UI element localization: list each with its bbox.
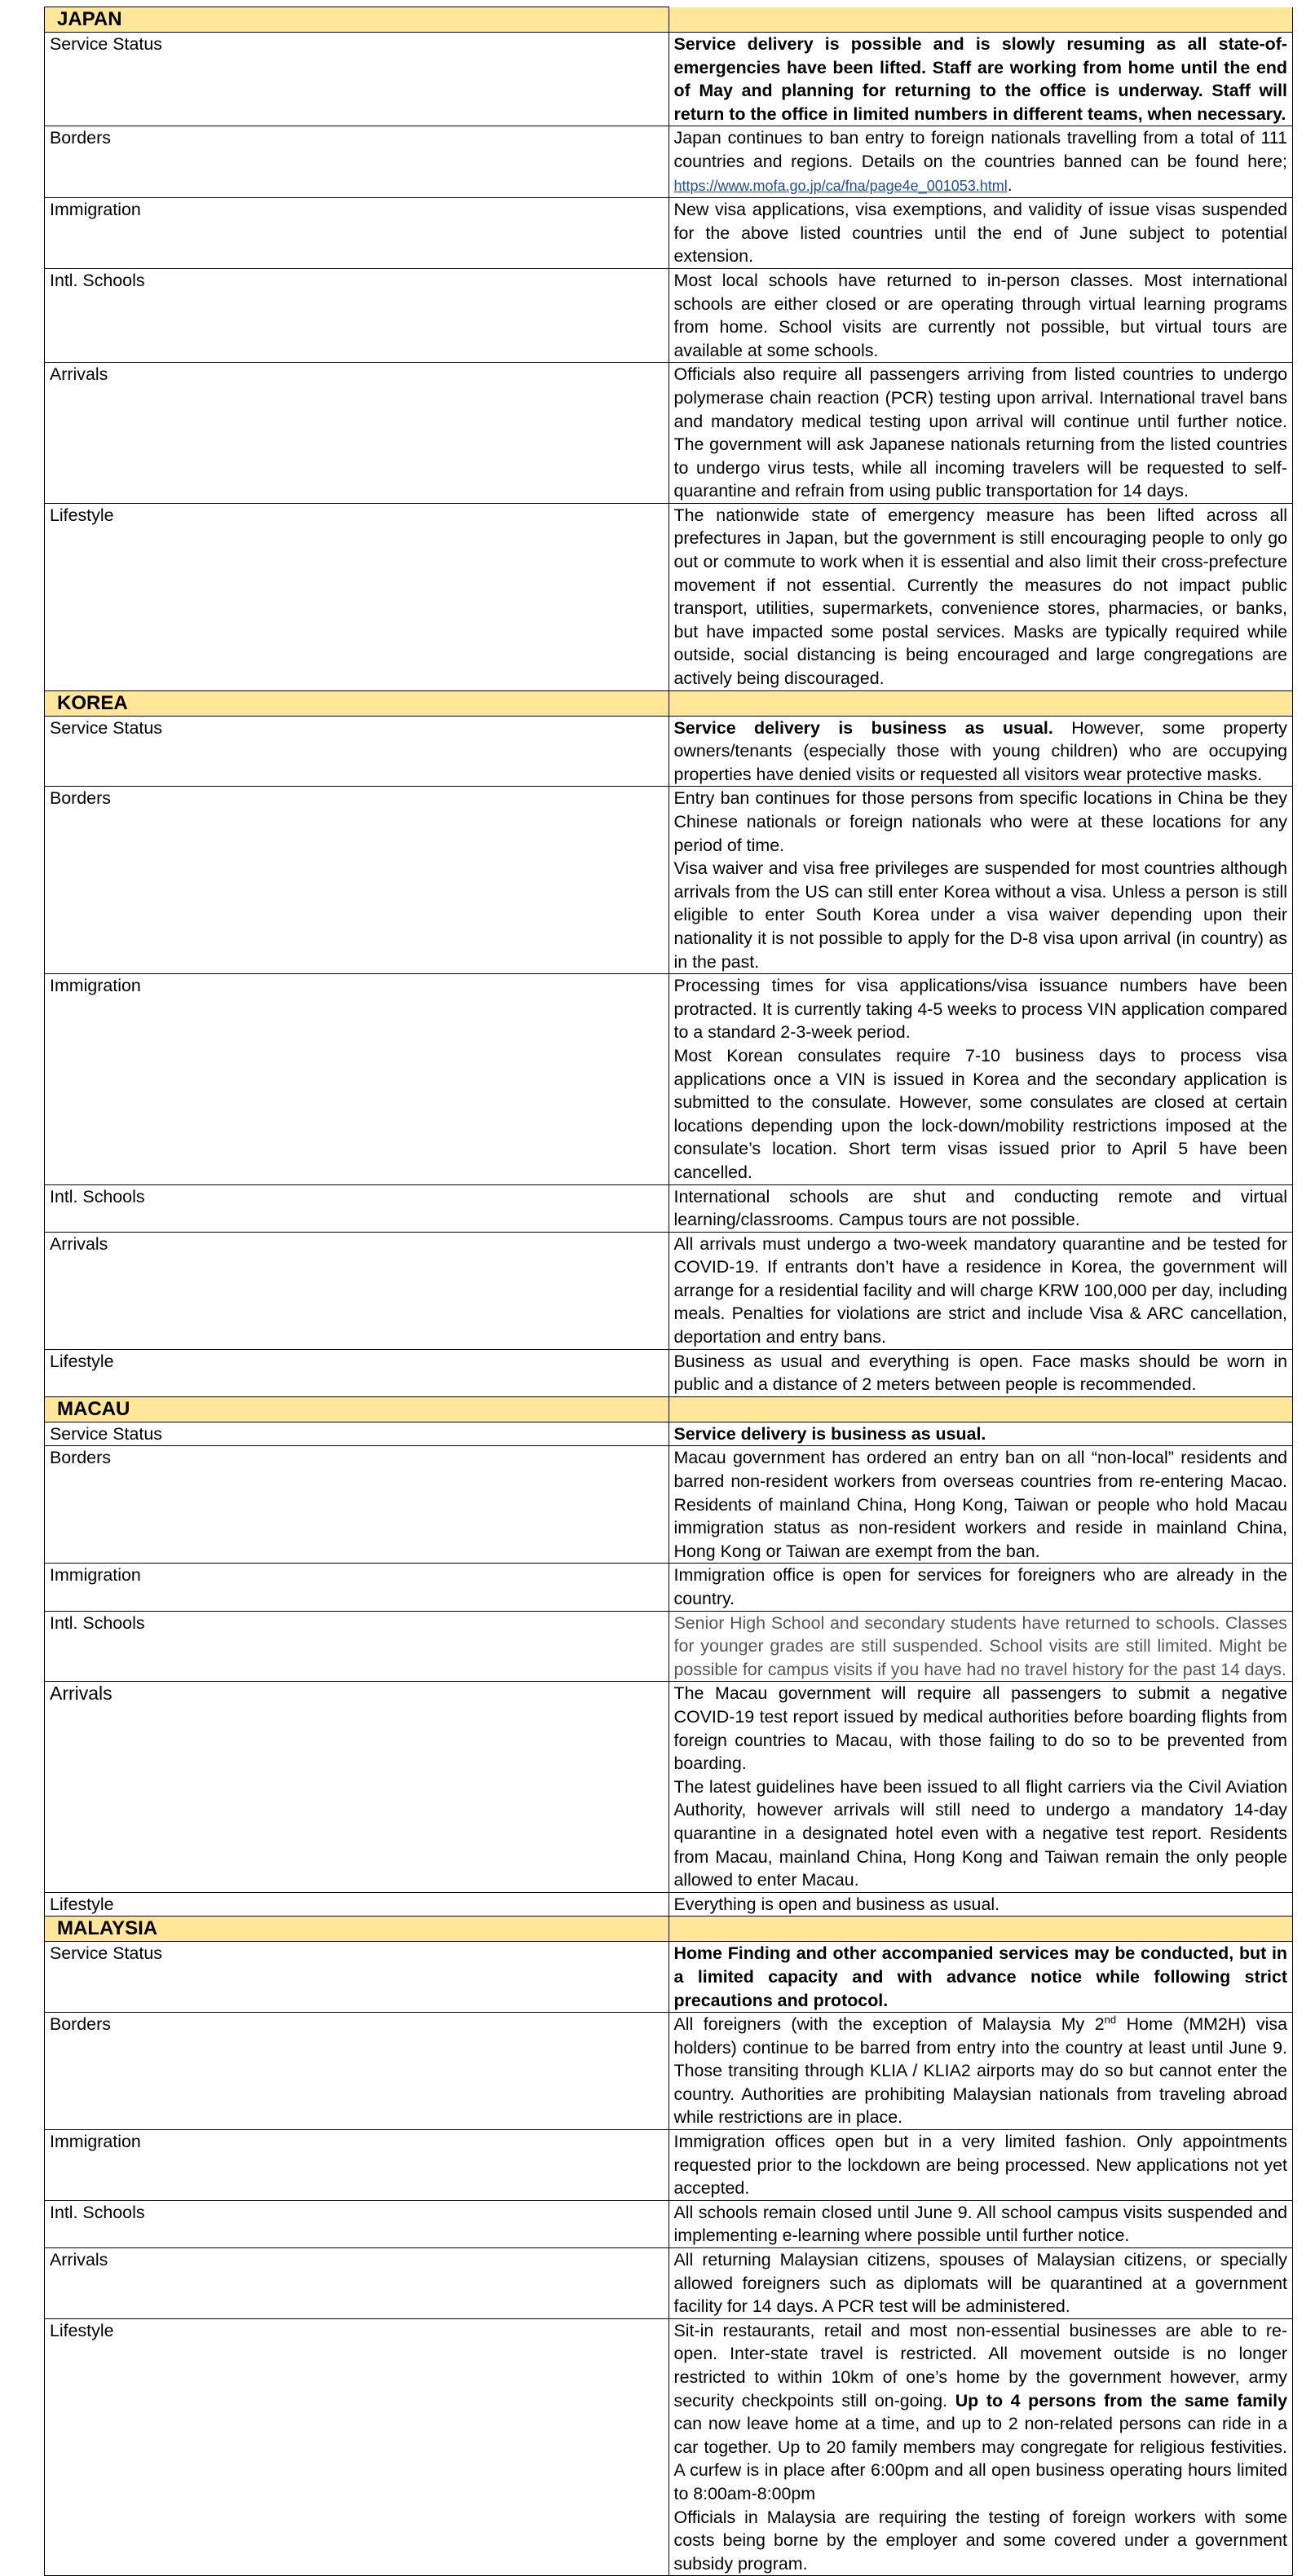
paragraph [674, 2319, 1288, 2506]
row-label: Borders [45, 787, 669, 974]
paragraph [674, 1423, 1288, 1446]
row-label: Arrivals [45, 2248, 669, 2319]
paragraph [674, 2201, 1288, 2247]
table-row [45, 1446, 1293, 1564]
row-label: Intl. Schools [45, 1611, 669, 1682]
paragraph [674, 1564, 1288, 1610]
table-row [45, 33, 1293, 126]
row-content [669, 503, 1293, 690]
country-header-spacer [669, 1917, 1293, 1942]
row-content [669, 787, 1293, 974]
mofa-link[interactable]: https://www.mofa.go.jp/ca/fna/page4e_001053.html [673, 177, 1008, 194]
bold-text: Home Finding and other accompanied services may be conducted, but in a limited capacity and with advance notice while following strict precautions and protocol. [673, 1943, 1287, 2010]
paragraph [674, 198, 1288, 268]
country-header-row [45, 7, 1293, 33]
body-text: Japan continues to ban entry to foreign nationals travelling from a total of 111 countries and regions. Details on the countries banned can be found here; [673, 128, 1287, 171]
paragraph [674, 1682, 1288, 1775]
paragraph [674, 1233, 1288, 1349]
paragraph [674, 1612, 1288, 1682]
body-text: Visa waiver and visa free privileges are suspended for most countries although arrivals from the US can still enter Korea without a visa. Unless a person is still eligible to enter South Korea under a visa waiver depending upon their nationality it is not possible to apply for the D-8 visa upon arrival (in country) as in the past. [673, 858, 1287, 972]
row-content [669, 363, 1293, 504]
row-label: Service Status [45, 1422, 669, 1446]
table-row [45, 1232, 1293, 1349]
country-name: MALAYSIA [45, 1917, 669, 1942]
body-text: The Macau government will require all passengers to submit a negative COVID-19 test report issued by medical authorities before boarding flights from foreign countries to Macau, with those failing to do so to be prevented from boarding. [673, 1683, 1287, 1774]
paragraph [674, 1893, 1288, 1917]
body-text: Business as usual and everything is open. Face masks should be worn in public and a distance of 2 meters between people is recommended. [673, 1351, 1287, 1395]
row-content [669, 1422, 1293, 1446]
row-content [669, 1564, 1293, 1611]
body-text: Macau government has ordered an entry ban on all “non-local” residents and barred non-resident workers from overseas countries from re-entering Macao. Residents of mainland China, Hong Kong, Taiwan or people who hold Macau immigration status as non-resident workers and reside in mainland China, Hong Kong or Taiwan are exempt from the ban. [673, 1448, 1287, 1561]
paragraph [674, 1942, 1288, 2012]
table-row [45, 1682, 1293, 1892]
body-text: Most Korean consulates require 7-10 business days to process visa applications once a VIN is issued in Korea and the secondary application is submitted to the consulate. However, some consulates are closed at certain locations depending upon the lock-down/mobility restrictions imposed at the consulate’s location. Short term visas issued prior to April 5 have been cancelled. [673, 1045, 1287, 1182]
body-text: Processing times for visa applications/visa issuance numbers have been protracted. It is currently taking 4-5 weeks to process VIN application compared to a standard 2-3-week period. [673, 976, 1287, 1043]
table-row [45, 1564, 1293, 1611]
table-row [45, 2200, 1293, 2247]
bold-text: Service delivery is business as usual. [673, 717, 1053, 738]
body-text: Entry ban continues for those persons from specific locations in China be they Chinese nationals or foreign nationals who were at these locations for any period of time. [673, 788, 1287, 855]
row-content [669, 33, 1293, 126]
table-row [45, 1611, 1293, 1682]
row-label: Borders [45, 126, 669, 198]
superscript: nd [1104, 2013, 1117, 2026]
row-label: Intl. Schools [45, 268, 669, 362]
table-row [45, 198, 1293, 269]
row-label: Immigration [45, 198, 669, 269]
country-header-row [45, 690, 1293, 716]
paragraph [674, 1185, 1288, 1232]
country-header-spacer [669, 1396, 1293, 1422]
row-label: Intl. Schools [45, 1184, 669, 1232]
row-label: Service Status [45, 716, 669, 787]
table-row [45, 2130, 1293, 2201]
bold-text: Service delivery is possible and is slowly resuming as all state-of-emergencies have been lifted. Staff are working from home until the end of May and planning for returning to the office is underway. Staff will return to the office in limited numbers in different teams, when necessary. [673, 34, 1287, 124]
row-content [669, 1892, 1293, 1917]
table-row [45, 2248, 1293, 2319]
paragraph [674, 2013, 1288, 2129]
country-header-row [45, 1917, 1293, 1942]
body-text: All arrivals must undergo a two-week mandatory quarantine and be tested for COVID-19. If entrants don’t have a residence in Korea, the government will arrange for a residential facility and will charge KRW 100,000 per day, including meals. Penalties for violations are strict and include Visa & ARC cancellation, deportation and entry bans. [673, 1233, 1287, 1348]
row-content [669, 2200, 1293, 2247]
row-label: Arrivals [45, 1232, 669, 1349]
paragraph [674, 717, 1288, 787]
row-label: Lifestyle [45, 2318, 669, 2576]
row-label: Immigration [45, 974, 669, 1184]
table-row [45, 1422, 1293, 1446]
table-row [45, 1349, 1293, 1396]
country-name: MACAU [45, 1396, 669, 1422]
body-text: New visa applications, visa exemptions, and validity of issue visas suspended for the above listed countries until the end of June subject to potential extension. [673, 200, 1287, 267]
body-text: Home (MM2H) visa holders) continue to be barred from entry into the country at least until June 9. Those transiting through KLIA / KLIA2 airports may do so but cannot enter the country. Authorities are prohibiting Malaysian nationals from traveling abroad while restrictions are in place. [673, 2014, 1288, 2128]
country-status-table [44, 7, 1293, 2576]
paragraph [674, 1775, 1288, 1892]
row-label: Borders [45, 1446, 669, 1564]
paragraph [674, 2248, 1288, 2318]
paragraph [674, 857, 1288, 973]
body-text: Officials also require all passengers arriving from listed countries to undergo polymerase chain reaction (PCR) testing upon arrival. International travel bans and mandatory medical testing upon arrival will continue until further notice. The government will ask Japanese nationals returning from the listed countries to undergo virus tests, while all incoming travelers will be requested to self-quarantine and refrain from using public transportation for 14 days. [673, 364, 1287, 501]
row-content [669, 1942, 1293, 2013]
paragraph [674, 787, 1288, 857]
body-text: can now leave home at a time, and up to 2 non-related persons can ride in a car together. Up to 20 family members may congregate for religious festivities. A curfew is in place after 6:00pm and all open business operating hours limited to 8:00am-8:00pm [673, 2414, 1287, 2503]
row-content [669, 198, 1293, 269]
paragraph [674, 1446, 1288, 1563]
paragraph [674, 504, 1288, 690]
row-content [669, 1446, 1293, 1564]
country-header-spacer [669, 690, 1293, 716]
country-header-spacer [669, 7, 1293, 33]
body-text: Immigration offices open but in a very limited fashion. Only appointments requested prior to the lockdown are being processed. New applications not yet accepted. [673, 2132, 1287, 2199]
body-text: All foreigners (with the exception of Malaysia My 2 [673, 2014, 1105, 2035]
row-content [669, 974, 1293, 1184]
row-content [669, 1232, 1293, 1349]
row-label: Intl. Schools [45, 2200, 669, 2247]
row-label: Arrivals [45, 1682, 669, 1892]
body-text: Sit-in restaurants, retail and most non-essential businesses are able to re-open. Inter-state travel is restricted. All movement outside is no longer restricted to within 10km of one’s home by the government however, army security checkpoints still on-going. [673, 2320, 1287, 2411]
paragraph [674, 126, 1288, 197]
country-header-row [45, 1396, 1293, 1422]
row-label: Lifestyle [45, 503, 669, 690]
row-label: Arrivals [45, 363, 669, 504]
body-text: Most local schools have returned to in-person classes. Most international schools are either closed or are operating through virtual learning programs from home. School visits are currently not possible, but virtual tours are available at some schools. [673, 270, 1287, 360]
table-row [45, 1184, 1293, 1232]
country-name: JAPAN [45, 7, 669, 33]
country-name: KOREA [45, 690, 669, 716]
row-label: Immigration [45, 2130, 669, 2201]
body-text: Immigration office is open for services for foreigners who are already in the country. [673, 1565, 1287, 1608]
table-row [45, 268, 1293, 362]
bold-text: Service delivery is business as usual. [673, 1423, 986, 1444]
body-text: Senior High School and secondary students have returned to schools. Classes for younger grades are still suspended. School visits are still limited. Might be possible for campus visits if you have had no travel history for the past 14 days. [673, 1612, 1287, 1679]
table-row [45, 1892, 1293, 1917]
table-row [45, 787, 1293, 974]
row-content [669, 2013, 1293, 2130]
table-row [45, 363, 1293, 504]
body-text: International schools are shut and conducting remote and virtual learning/classrooms. Campus tours are not possible. [673, 1186, 1287, 1230]
row-content [669, 716, 1293, 787]
body-text: . [1007, 174, 1013, 195]
body-text: The nationwide state of emergency measure has been lifted across all prefectures in Japan, but the government is still encouraging people to only go out or commute to work when it is essential and also limit their cross-prefecture movement if not essential. Currently the measures do not impact public transport, utilities, supermarkets, convenience stores, pharmacies, or banks, but have impacted some postal services. Masks are typically required while outside, social distancing is being encouraged and large congregations are actively being discouraged. [673, 505, 1287, 689]
body-text: All schools remain closed until June 9. All school campus visits suspended and implementing e-learning where possible until further notice. [673, 2202, 1287, 2246]
bold-text: Up to 4 persons from the same family [955, 2390, 1287, 2411]
document-page [44, 7, 1293, 2576]
row-label: Lifestyle [45, 1892, 669, 1917]
paragraph [674, 2130, 1288, 2200]
table-row [45, 503, 1293, 690]
row-content [669, 2248, 1293, 2319]
paragraph [674, 974, 1288, 1044]
row-content [669, 1682, 1293, 1892]
row-content [669, 126, 1293, 198]
row-content [669, 1611, 1293, 1682]
body-text: The latest guidelines have been issued to all flight carriers via the Civil Aviation Authority, however arrivals will still need to undergo a mandatory 14-day quarantine in a designated hotel even with a negative test report. Residents from Macau, mainland China, Hong Kong and Taiwan remain the only people allowed to enter Macau. [673, 1776, 1287, 1890]
table-row [45, 126, 1293, 198]
row-content [669, 1184, 1293, 1232]
table-row [45, 974, 1293, 1184]
paragraph [674, 2506, 1288, 2576]
row-label: Service Status [45, 33, 669, 126]
paragraph [674, 33, 1288, 126]
row-label: Lifestyle [45, 1349, 669, 1396]
paragraph [674, 363, 1288, 503]
table-row [45, 1942, 1293, 2013]
paragraph [674, 1350, 1288, 1396]
row-content [669, 2130, 1293, 2201]
body-text: However, some property owners/tenants (especially those with young children) who are occupying properties have denied visits or requested all visitors wear protective masks. [673, 717, 1287, 784]
paragraph [674, 1044, 1288, 1184]
row-content [669, 1349, 1293, 1396]
paragraph [674, 269, 1288, 362]
row-label: Immigration [45, 1564, 669, 1611]
table-row [45, 2318, 1293, 2576]
body-text: Officials in Malaysia are requiring the testing of foreign workers with some costs being borne by the employer and some covered under a government subsidy program. [673, 2507, 1287, 2574]
row-label: Borders [45, 2013, 669, 2130]
body-text: All returning Malaysian citizens, spouses of Malaysian citizens, or specially allowed foreigners such as diplomats will be quarantined at a government facility for 14 days. A PCR test will be administered. [673, 2250, 1287, 2317]
row-label: Service Status [45, 1942, 669, 2013]
table-row [45, 2013, 1293, 2130]
table-row [45, 716, 1293, 787]
row-content [669, 2318, 1293, 2576]
body-text: Everything is open and business as usual. [673, 1894, 1000, 1914]
row-content [669, 268, 1293, 362]
